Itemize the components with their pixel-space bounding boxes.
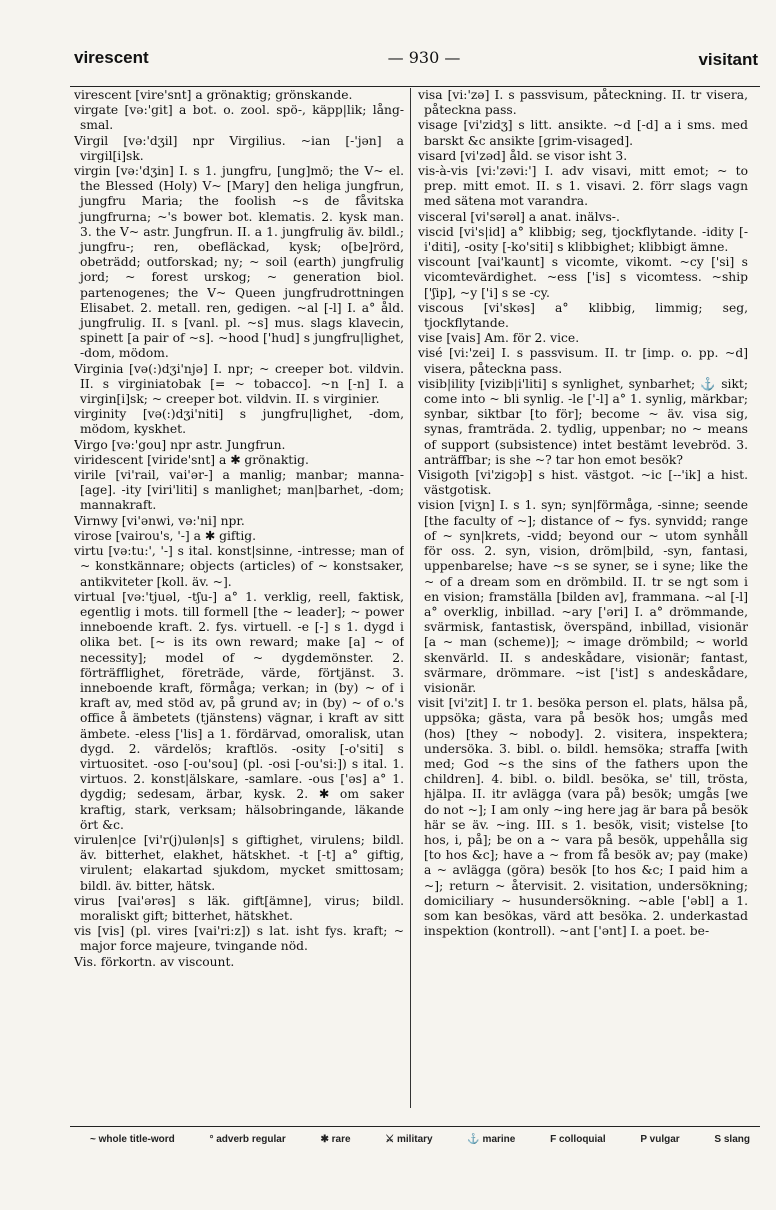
legend-item: ✱ rare [320,1134,351,1145]
entry: viscid [vi's|id] a° klibbig; seg, tjockflytande. -idity [-i'diti], -osity [-ko'siti] s klibbighet; klibbigt ämne. [418,224,748,255]
legend-item: S slang [714,1134,750,1145]
entry: visceral [vi'sərəl] a anat. inälvs-. [418,209,620,224]
entry: visé [vi:'zei] I. s passvisum. II. tr [imp. o. pp. ~d] visera, påteckna pass. [418,346,748,376]
entry: Virginia [və(:)dʒi'njə] I. npr; ~ creeper bot. vildvin. II. s virginiatobak [= ~ tobacco]. ~n [-n] I. a virgin[i]sk; ~ creeper bot. vildvin. II. s virginier. [74,361,404,407]
symbol-legend [90,1134,750,1145]
entry: vision [viʒn] I. s 1. syn; syn|förmåga, -sinne; seende [the faculty of ~]; distance of ~ fys. synvidd; range of ~ syn|krets, -vidd; beyond our ~ utom synhåll för oss. 2. syn, vision, dröm|bild, -syn, fantasi, uppenbarelse; have ~s se syner, se i syne; like the ~ of a dream som en drömbild. II. tr se ngt som i en vision; framställa [bilden av], frammana. ~al [-l] a° overklig, inbillad. ~ary ['əri] I. a° drömmande, svärmisk, fantastisk, överspänd, inbillad, visionär [a ~ man (scheme)]; ~ image drömbild; ~ world skenvärld. II. s andeskådare, visionär; fantast, svärmare, drömmare. ~ist ['ist] s andeskådare, visionär. [418,498,748,695]
entry: visa [vi:'zə] I. s passvisum, påteckning. II. tr visera, påteckna pass. [418,88,748,118]
entry: Vis. förkortn. av viscount. [74,954,235,969]
entry: visard [vi'zəd] åld. se visor isht 3. [418,148,628,163]
footer-rule [70,1126,760,1127]
entry: viscount [vai'kaunt] s vicomte, vikomt. ~cy ['si] s vicomtevärdighet. ~ess ['is] s vicomtess. ~ship ['ʃip], ~y ['i] s se -cy. [418,255,748,300]
page-header [74,48,758,78]
left-guide-word: virescent [74,48,149,67]
entry: visage [vi'zidʒ] s litt. ansikte. ~d [-d] a i sms. med barskt &c ansikte [grim-visaged]. [418,118,748,148]
entry: Virgo [və:'gou] npr astr. Jungfrun. [74,437,286,452]
entry: virus [vai'ərəs] s läk. gift[ämne], virus; bildl. moraliskt gift; bitterhet, hätskhet. [74,893,404,923]
right-column [418,88,748,1108]
entry: virescent [vire'snt] a grönaktig; grönskande. [74,88,353,102]
entry: virulen|ce [vi'r(j)ulən|s] s giftighet, virulens; bildl. äv. bitterhet, elakhet, hätskhet. -t [-t] a° giftig, virulent; elakartad sjukdom, mycket smittosam; bildl. äv. bitter, hätsk. [74,832,404,893]
entry: viridescent [viride'snt] a ✱ grönaktig. [74,452,309,467]
entry: vis-à-vis [vi:'zəvi:'] I. adv visavi, mitt emot; ~ to prep. mitt emot. II. s 1. visavi. 2. förr slags vagn med sätena mot varandra. [418,164,748,209]
entry: virile [vi'rail, vai'ər-] a manlig; manbar; manna- [age]. -ity [viri'liti] s manlighet; man|barhet, -dom; mannakraft. [74,468,404,513]
entry: vis [vis] (pl. vires [vai'ri:z]) s lat. isht fys. kraft; ~ major force majeure, tvingande nöd. [74,924,404,954]
right-guide-word: visitant [698,50,758,69]
legend-item: ~ whole title-word [90,1134,175,1145]
page-number: — 930 — [387,48,461,67]
entry: viscous [vi'skəs] a° klibbig, limmig; seg, tjockflytande. [418,300,748,331]
entry: virtu [və:tu:', '-] s ital. konst|sinne, -intresse; man of ~ konstkännare; objects (articles) of ~ konstsaker, antikviteter [koll. äv. ~]. [74,544,404,589]
entry: visib|ility [vizib|i'liti] s synlighet, synbarhet; ⚓ sikt; come into ~ bli synlig. -le ['-l] a° 1. synlig, märkbar; synbar, siktbar [to för]; become ~ äv. visa sig, synas, framträda. 2. tydlig, uppenbar; no ~ means of support (subsistence) intet bestämt levebröd. 3. anträffbar; is she ~? tar hon emot besök? [418,376,748,467]
left-column [74,88,404,1108]
header-rule [70,86,760,87]
entry: virgin [və:'dʒin] I. s 1. jungfru, [ung]mö; the V~ el. the Blessed (Holy) V~ [Mary] den heliga jungfrun, jungfru Maria; the foolish ~s de fåvitska jungfrurna; ~'s bower bot. klematis. 2. kysk man. 3. the V~ astr. Jungfrun. II. a 1. jungfrulig äv. bildl.; jungfru-; ren, obefläckad, kysk; o[be]rörd, obeträdd; outforskad; ny; ~ soil (earth) jungfrulig jord; ~ forest urskog; ~ generation biol. partenogenes; the V~ Queen jungfrudrottningen Elisabet. 2. metall. ren, gedigen. ~al [-l] I. a° åld. jungfrulig. II. s [vanl. pl. ~s] mus. slags klavecin, spinett [a pair of ~s]. ~hood ['hud] s jungfru|lighet, -dom, mödom. [74,164,404,361]
entry: virose [vairou's, '-] a ✱ giftig. [74,528,257,543]
legend-item: ⚔ military [385,1134,433,1145]
entry: virginity [və(:)dʒi'niti] s jungfru|lighet, -dom, mödom, kyskhet. [74,407,404,437]
legend-item: ° adverb regular [209,1134,286,1145]
entry: vise [vais] Am. för 2. vice. [418,331,580,346]
entry: visit [vi'zit] I. tr 1. besöka person el. plats, hälsa på, uppsöka; gästa, vara på besök hos; umgås med (hos) [they ~ nobody]. 2. visitera, inspektera; undersöka. 3. bibl. o. bildl. hemsöka; straffa [with med; God ~s the sins of the fathers upon the children]. 4. bibl. o. bildl. besöka, se' till, trösta, hjälpa. II. itr avlägga (vara på) besök; umgås [we do not ~]; I am only ~ing here jag är bara på besök här se äv. ~ing. III. s 1. besök, visit; vistelse [to hos, i, på]; be on a ~ vara på besök, uppehålla sig [to hos &c]; have a ~ from få besök av; pay (make) a ~ avlägga (göra) besök [to hos &c; I paid him a ~]; return ~ återvisit. 2. visitation, undersökning; domiciliary ~ husundersökning. ~able ['əbl] a 1. som kan besökas, värd att besöka. 2. underkastad inspektion (kontroll). ~ant ['ənt] I. a poet. be- [418,696,748,939]
entry: virgate [və:'git] a bot. o. zool. spö-, käpp|lik; lång-smal. [74,103,404,133]
legend-item: F colloquial [550,1134,606,1145]
entry: Visigoth [vi'zigɔþ] s hist. västgot. ~ic [--'ik] a hist. västgotisk. [418,468,748,498]
legend-item: P vulgar [640,1134,680,1145]
entry: Virnwy [vi'ənwi, və:'ni] npr. [74,513,245,528]
entry: Virgil [və:'dʒil] npr Virgilius. ~ian [-'jən] a virgil[i]sk. [74,133,404,163]
entry: virtual [və:'tjuəl, -tʃu-] a° 1. verklig, reell, faktisk, egentlig i mots. till formell [the ~ leader]; ~ power inneboende kraft. 2. fys. virtuell. -e [-] s 1. dygd i olika bet. [~ is its own reward; make [a] ~ of necessity]; model of ~ dygdemönster. 2. förträfflighet, företräde, värde, förtjänst. 3. inneboende kraft, förmåga; verkan; in (by) ~ of i kraft av, med stöd av, på grund av; in (by) ~ of o.'s office å ämbetets (tjänstens) vägnar, i kraft av sitt ämbete. -eless ['lis] a 1. fördärvad, omoralisk, utan dygd. 2. värdelös; kraftlös. -osity [-o'siti] s virtuositet. -oso [-ou'sou] (pl. -osi [-ou'si:]) s ital. 1. virtuos. 2. konst|älskare, -samlare. -ous ['əs] a° 1. dygdig; sedesam, ärbar, kysk. 2. ✱ om saker kraftig, stark, verksam; hälsobringande, läkande ört &c. [74,589,404,832]
legend-item: ⚓ marine [467,1134,516,1145]
column-divider [410,88,411,1108]
